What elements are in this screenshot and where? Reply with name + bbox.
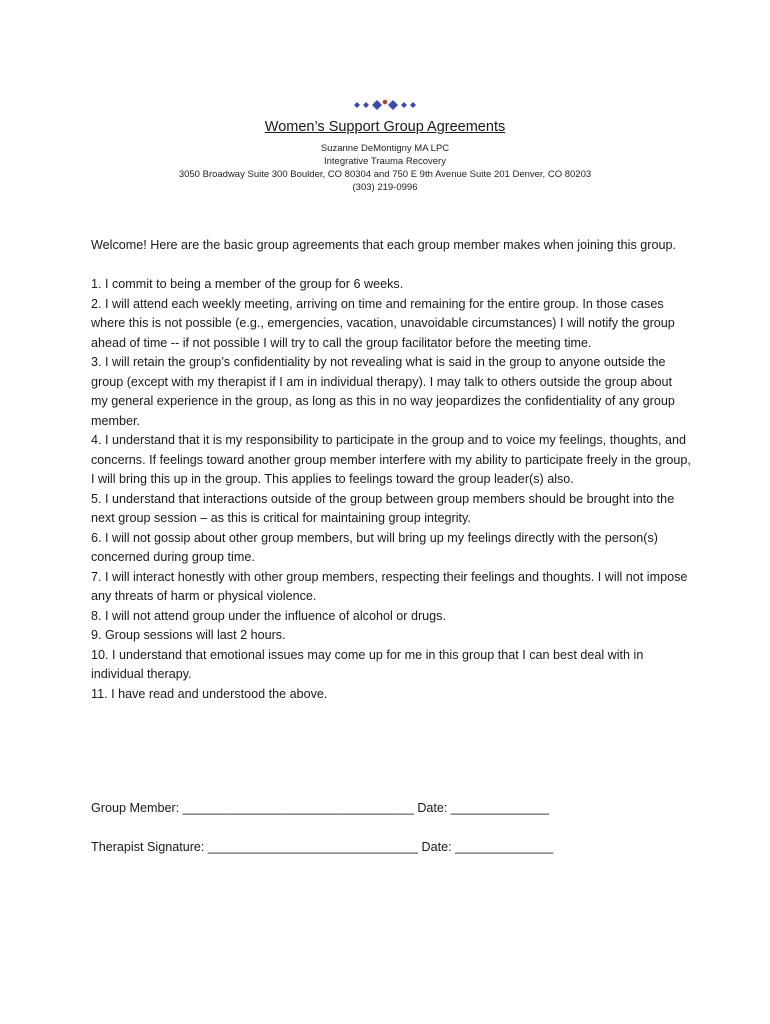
organization-name: Integrative Trauma Recovery <box>324 156 446 167</box>
welcome-paragraph: Welcome! Here are the basic group agreements that each group member makes when joining this group. <box>91 238 676 252</box>
phone-number: (303) 219-0996 <box>352 182 418 193</box>
address-line: 3050 Broadway Suite 300 Boulder, CO 80304 and 750 E 9th Avenue Suite 201 Denver, CO 80203 <box>178 169 592 180</box>
agreement-item: 5. I understand that interactions outside of the group between group members should be brought into the next group session – as this is critical for maintaining group integrity. <box>91 491 675 525</box>
document-title: Women’s Support Group Agreements <box>264 119 506 135</box>
agreement-item: 7. I will interact honestly with other group members, respecting their feelings and thoughts. I will not impose any threats of harm or physical violence. <box>91 569 688 603</box>
author-name: Suzanne DeMontigny MA LPC <box>320 143 450 154</box>
agreement-item: 8. I will not attend group under the influence of alcohol or drugs. <box>91 608 446 623</box>
agreement-item: 10. I understand that emotional issues may come up for me in this group that I can best deal with in individual therapy. <box>91 647 644 681</box>
agreement-item: 9. Group sessions will last 2 hours. <box>91 628 286 642</box>
document-header <box>0 118 770 194</box>
agreement-item: 2. I will attend each weekly meeting, arriving on time and remaining for the entire group. In those cases where this is not possible (e.g., emergencies, vacation, unavoidable circumstances) I will notify the group ahead of time -- if not possible I will try to call the group facilitator before the meeting time. <box>91 296 675 350</box>
agreement-item: 1. I commit to being a member of the group for 6 weeks. <box>91 277 404 291</box>
agreement-item: 6. I will not gossip about other group members, but will bring up my feelings directly with the person(s) concerned during group time. <box>91 530 658 564</box>
agreement-item: 11. I have read and understood the above. <box>91 686 328 701</box>
ornament-svg <box>350 98 420 112</box>
therapist-signature-line[interactable]: Therapist Signature: ______________________________ Date: ______________ <box>91 840 554 854</box>
document-body <box>91 236 691 704</box>
group-member-signature-line[interactable]: Group Member: _________________________________ Date: ______________ <box>91 801 549 815</box>
diamond-ornament-icon <box>0 98 770 117</box>
agreement-item: 4. I understand that it is my responsibility to participate in the group and to voice my feelings, thoughts, and concerns. If feelings toward another group member interfere with my ability to participate freely in the group, I will bring this up in the group. This applies to feelings toward the group leader(s) also. <box>91 433 691 486</box>
agreement-item: 3. I will retain the group’s confidentiality by not revealing what is said in the group to anyone outside the group (except with my therapist if I am in individual therapy). I may talk to others outside the group about my general experience in the group, as long as this in no way jeopardizes the confidentiality of any group member. <box>91 355 675 428</box>
